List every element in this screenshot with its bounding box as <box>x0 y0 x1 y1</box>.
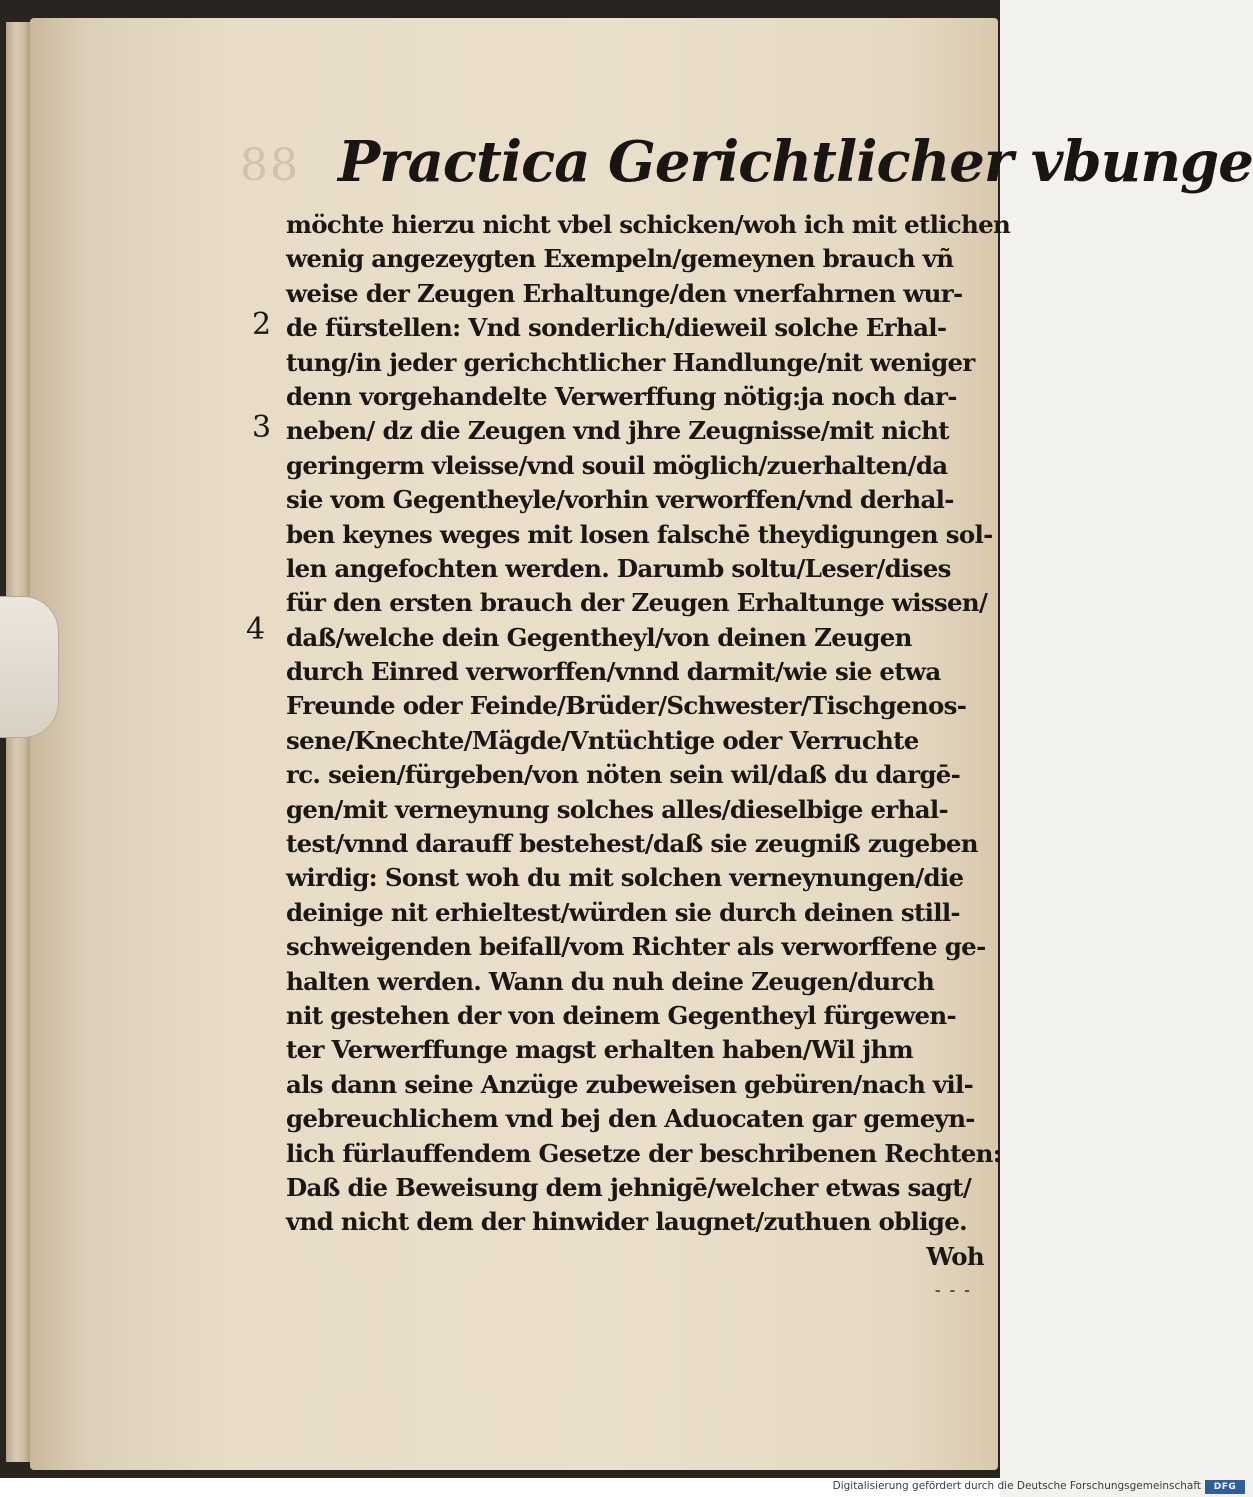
text-line: halten werden. Wann du nuh deine Zeugen/durch <box>286 966 935 996</box>
body-text <box>286 208 1011 1309</box>
text-line: ben keynes weges mit losen falschē theydigungen sol- <box>286 519 993 549</box>
text-line: tung/in jeder gerichchtlicher Handlunge/nit weniger <box>286 347 975 377</box>
catchword: Woh <box>926 1241 984 1271</box>
running-head: Practica Gerichtlicher vbunge <box>338 129 1253 195</box>
text-line: sene/Knechte/Mägde/Vntüchtige oder Verruchte <box>286 725 919 755</box>
margin-number-4: 4 <box>246 612 266 647</box>
dfg-logo: DFG <box>1205 1480 1245 1494</box>
text-line: wirdig: Sonst woh du mit solchen verneynungen/die <box>286 863 964 893</box>
text-line: Freunde oder Feinde/Brüder/Schwester/Tischgenos- <box>286 691 967 721</box>
text-line: gebreuchlichem vnd bej den Aduocaten gar gemeyn- <box>286 1104 975 1134</box>
text-line: geringerm vleisse/vnd souil möglich/zuerhalten/da <box>286 450 948 480</box>
text-line: de fürstellen: Vnd sonderlich/dieweil solche Erhal- <box>286 313 947 343</box>
margin-number-2: 2 <box>252 307 272 342</box>
text-line: rc. seien/fürgeben/von nöten sein wil/daß du dargē- <box>286 760 961 790</box>
text-line: als dann seine Anzüge zubeweisen gebüren/nach vil- <box>286 1069 974 1099</box>
text-line: durch Einred verworffen/vnnd darmit/wie sie etwa <box>286 657 941 687</box>
text-line: denn vorgehandelte Verwerffung nötig:ja noch dar- <box>286 381 957 411</box>
text-line: lich fürlauffendem Gesetze der beschribenen Rechten: <box>286 1138 1002 1168</box>
page-edge-stack <box>6 22 32 1462</box>
text-line: Daß die Beweisung dem jehnigē/welcher etwas sagt/ <box>286 1172 972 1202</box>
text-line: len angefochten werden. Darumb soltu/Leser/dises <box>286 553 951 583</box>
text-line: gen/mit verneynung solches alles/dieselbige erhal- <box>286 794 948 824</box>
text-line: test/vnnd darauff bestehest/daß sie zeugniß zugeben <box>286 829 978 859</box>
text-line: weise der Zeugen Erhaltunge/den vnerfahrnen wur- <box>286 278 963 308</box>
signature-mark: - - - <box>934 1283 972 1300</box>
book-clasp <box>0 596 59 738</box>
text-line: sie vom Gegentheyle/vorhin verworffen/vnd derhal- <box>286 485 954 515</box>
text-line: für den ersten brauch der Zeugen Erhaltunge wissen/ <box>286 588 988 618</box>
text-line: neben/ dz die Zeugen vnd jhre Zeugnisse/mit nicht <box>286 416 949 446</box>
text-line: schweigenden beifall/vom Richter als verworffene ge- <box>286 932 986 962</box>
text-line: nit gestehen der von deinem Gegentheyl fürgewen- <box>286 1000 956 1030</box>
text-line: deinige nit erhieltest/würden sie durch deinen still- <box>286 897 960 927</box>
margin-number-3: 3 <box>252 410 272 445</box>
text-line: möchte hierzu nicht vbel schicken/woh ich mit etlichen <box>286 210 1011 239</box>
digitization-credit: Digitalisierung gefördert durch die Deutsche Forschungsgemeinschaft <box>832 1480 1201 1492</box>
ghost-folio-number: 88 <box>240 140 300 191</box>
text-line: daß/welche dein Gegentheyl/von deinen Zeugen <box>286 622 912 652</box>
text-line: vnd nicht dem der hinwider laugnet/zuthuen oblige. <box>286 1207 967 1237</box>
text-line: ter Verwerffunge magst erhalten haben/Wil jhm <box>286 1035 913 1065</box>
text-line: wenig angezeygten Exempeln/gemeynen brauch vñ <box>286 244 954 274</box>
